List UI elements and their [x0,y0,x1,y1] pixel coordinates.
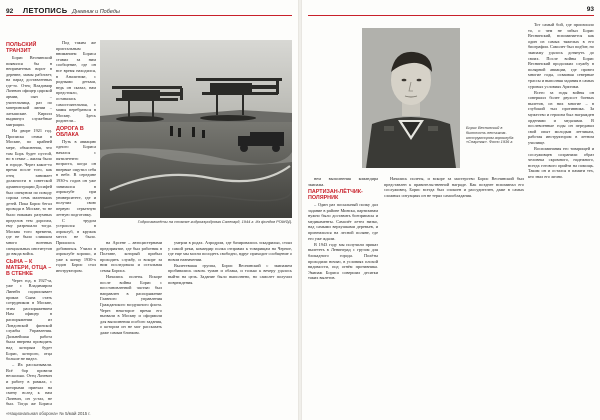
paragraph: Под таким же пристальным вниманием Бориса ставил за ним сообщение, где он все время находился, в Аналитике, с родными детьми, ведь он сказал, нам предстояло, оставалась самостоятельная, с мамы перебраться в Москву. Здесь родители... [56,40,96,124]
text-column-1 [308,176,378,408]
paragraph: Всего за годы войны он совершил более двухсот боевых вылетов, из них многие – в глубокий тыл противника. За мужество и героизм был награжден орденами и медалями. В послевоенные годы он передавал свой опыт молодым летчикам, работая инструктором в летном училище. [528,89,594,145]
paragraph: – Один раз посыльный полку дал задание в районе Минска, партизанам нужно было доставить боеприпасы и медикаменты. Самолёт летел низко, над самыми верхушками деревьев, и приземлился на лесной поляне, где его уже ждали. [308,202,378,241]
portrait-caption: Борис Веснинский в бытность летчиком-инструктором аэроклуба «Спартак». Фото 1936 г. [466,125,514,145]
right-page-header [308,6,594,18]
text-column-3 [100,240,162,408]
seaplane-photo-illustration [100,40,292,218]
section-heading: ПОЛЬСКИЙ ТРАНЗИТ [6,42,37,55]
paragraph: На дворе 1921 год. Прописка семьи в Москве, по крайней мере, объяснения, что там Борь будет пустой, но в семье – жилья было в городе. Через какое-то время после того, как отец занимает должности в советской администрации Досифей был опекуном по поводу сорока семь маленьких детей. Пока Борис бегал проводя в Москве, то не было никаких разумных пределов тем дорогам, ему разрешали тогда. Москва того времени, где не было слишком много военных специальных институтов до ввода войск. [6,128,52,257]
header-rule [6,15,292,16]
paragraph: Начались полеты. Вскоре после войны Борис с восстановленной частью был направлен в распоряжение Главного управления Гражданского воздушного флота. Через некоторое время его вызвали в Москву и оформили для выполнения особого задания, о котором он не мог рассказать даже самым близким. [100,274,162,335]
paragraph: Тот самый бой, где произошло то, о чем не забыл Борис Веснинский, вспоминается как один из самых тяжелых в его биографии. Самолет был подбит, но экипажу удалось дотянуть до своих. После войны Борис Веснинский продолжил службу в полярной авиации, где провел многие годы, осваивая северные трассы и выполняя задания в самых суровых условиях Арктики. [528,22,594,89]
section-heading: ДОРОГА В ОБЛАКА [56,125,84,139]
right-page [302,0,600,420]
paragraph: Через год, в 1927-м, уже с Владимиром Линейч подписывает приказ Сына стать сотрудником в Москве, этим распоряжением Нам офицер в распоряжении из Лондонской финской службы Управления. Дальнейшая работа была вверена проводить над которым будет Борис, которого, отца больше не видел. [6,277,52,362]
header-rule [308,15,594,16]
text-column-1 [6,40,52,408]
seaplane-photo [100,40,292,218]
paragraph: нем выполнения командира экипажа. [308,176,378,187]
text-column-3 [528,22,594,408]
footer: «Национальная оборона» № 5/май 2015 г. [6,411,91,416]
pilot-portrait-photo [362,28,460,168]
section-heading: СЫНА – К МАТЕРИ, ОТЦА – В СТЕНКЕ [6,258,52,278]
paragraph: Путь в авиацию одного Бориса начался с пятилетнего возраста, когда он впервые ощутил себя в небе. В середине 1930-х годов он уже занимался в аэроклубе при университете, где и получил свою первую серьезную летную подготовку. [56,138,96,217]
paragraph: Начались полеты, и вскоре за мастерство Борис Веснинский был представлен к правительственной награде. Как позднее вспоминал его сослуживец, Борис всегда был спокоен и рассудителен, даже в самых сложных ситуациях он не терял самообладания. [384,176,524,198]
paragraph: умерли в родах. Аэродром, где базировались эскадрильи, стоял у самой реки, командир полка отправил к товарищам на Черное, где еще мы могли посидеть свободно, вдруг приходит сообщение о новом назначении. [168,240,292,262]
text-column-2 [384,176,524,408]
paragraph: Вылетевшая группа, Борис Веснинский с экипажем пробивались сквозь туман и облака, и только к вечеру удалось выйти на цель. Задание было выполнено, но самолет получил повреждения. [168,262,292,285]
left-page-header [6,6,292,18]
pilot-portrait-illustration [362,28,460,168]
text-column-2 [56,40,96,408]
left-page [0,0,298,420]
paragraph: С трудом устроился в аэроклуб, в кружок места не было. Пришлось добиваться. Учили в аэроклубе хорошо, и уже к концу 1930-х годов Борис стал инструктором. [56,217,96,273]
section-heading: ПАРТИЗАН-ЛЁТЧИК-ПОЛЯРНИК [308,189,363,202]
paragraph: Борис Веснинский появился бы в неприметных ворот в деревне, мамы работает, на парад доставленных где-то. Отец Владимир Лазевич офицер царской армии, сын – учительница, раз по материнской линии – латышские. Кирилл выдвинул служебные миграции. [6,54,52,128]
paragraph: В 1943 году мы получили приказ вылететь в Ленинград с грузом для блокадного города. Полёты проходили ночью, в условиях плохой видимости, под огнём противника. Экипаж Бориса совершил десятки таких вылетов. [308,241,378,281]
page-number: 93 [586,6,594,13]
page-number: 92 [6,8,14,15]
magazine-title: ЛЕТОПИСЬ [22,6,68,15]
text-column-4 [168,240,292,408]
paragraph: – Их рассказывали. Всё бор провели несколько. Отец Лазевич и работу в рамках, с которыми приехал на смену вслед к нам Лазевич, он устал, не был. Тогда же Бориса [6,362,52,407]
magazine-section: Дневник и Победы [72,9,120,15]
paragraph: Воспоминания его товарищей и сослуживцев сохранили образ человека скромного, надежного, всегда готового прийти на помощь. Таким он и остался в памяти тех, кто знал его лично. [528,146,594,180]
photo-caption: Гидросамолёты на стоянке гидроаэродрома Салехард, 1944 г. Из фондов РГАКФД. [137,219,292,224]
paragraph: на Арсене – автоцистернами предприятие, где был работник в Полтаве, который прибыл проходить службу, и вскоре за ним последовала и остальная семья Бориса. [100,240,162,273]
